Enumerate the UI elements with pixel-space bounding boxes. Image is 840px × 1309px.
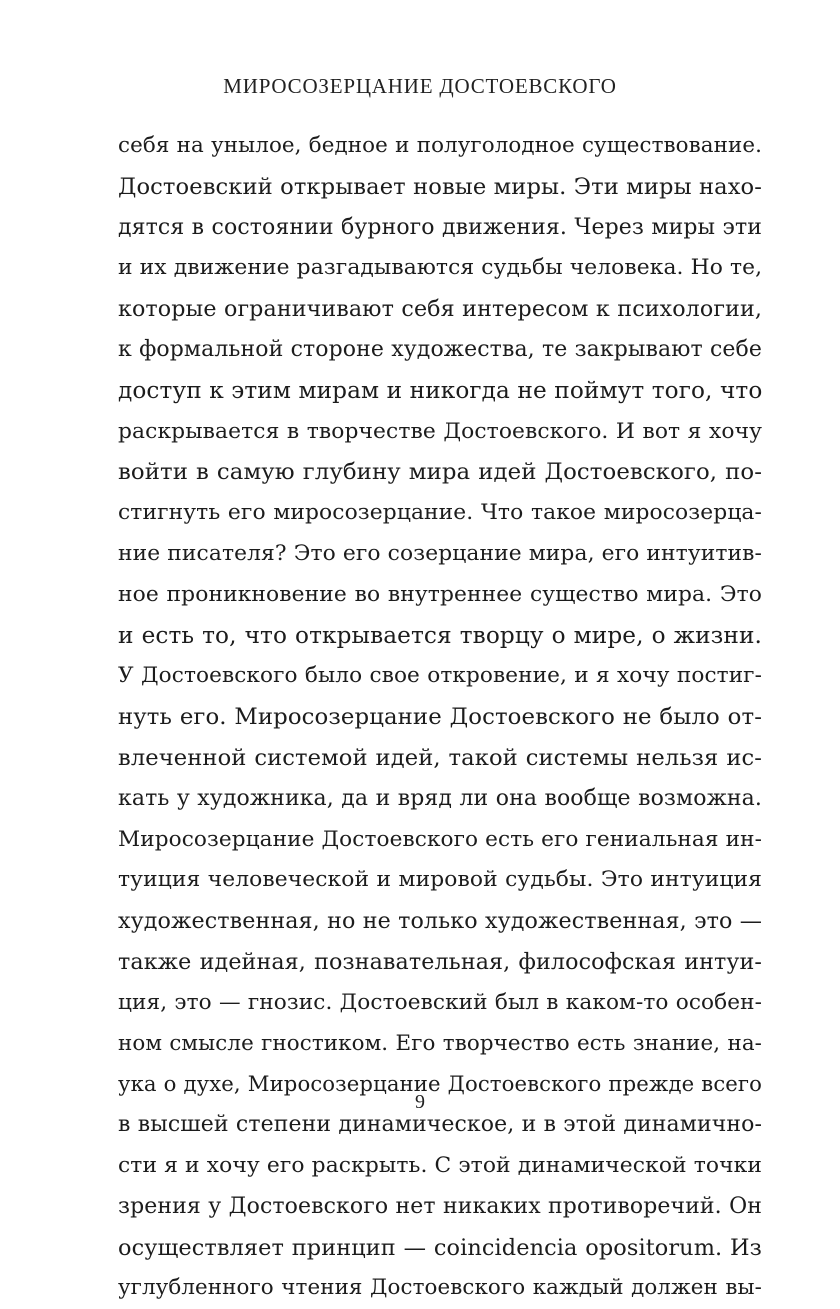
text-line: художественная, но не только художественная, это — bbox=[118, 908, 762, 935]
text-line: нуть его. Миросозерцание Достоевского не было от- bbox=[118, 704, 762, 731]
text-line: ция, это — гнозис. Достоевский был в каком-то особен- bbox=[118, 989, 762, 1015]
text-line: также идейная, познавательная, философская интуи- bbox=[118, 948, 762, 975]
text-line: влеченной системой идей, такой системы нельзя ис- bbox=[118, 744, 762, 771]
text-line: в высшей степени динамическое, и в этой динамично- bbox=[118, 1112, 762, 1138]
text-line: туиция человеческой и мировой судьбы. Это интуиция bbox=[118, 867, 762, 893]
text-line: осуществляет принцип — coincidencia opositorum. Из bbox=[118, 1234, 762, 1261]
text-line: доступ к этим мирам и никогда не поймут того, что bbox=[118, 376, 762, 404]
text-line: У Достоевского было свое откровение, и я хочу постиг- bbox=[118, 663, 762, 689]
page-number: 9 bbox=[415, 1091, 425, 1113]
text-line: ное проникновение во внутреннее существо мира. Это bbox=[118, 581, 762, 607]
text-line: раскрывается в творчестве Достоевского. И вот я хочу bbox=[118, 418, 762, 444]
text-line: к формальной стороне художества, те закрывают себе bbox=[118, 336, 762, 362]
text-line: дятся в состоянии бурного движения. Через миры эти bbox=[118, 214, 762, 240]
text-line: кать у художника, да и вряд ли она вообще возможна. bbox=[118, 785, 762, 811]
text-line: и есть то, что открывается творцу о мире, о жизни. bbox=[118, 621, 762, 649]
text-line: ном смысле гностиком. Его творчество есть знание, на- bbox=[118, 1030, 762, 1056]
body-text bbox=[118, 126, 762, 1309]
text-line: войти в самую глубину мира идей Достоевского, по- bbox=[118, 459, 762, 486]
text-line: сти я и хочу его раскрыть. С этой динамической точки bbox=[118, 1152, 762, 1178]
text-line: и их движение разгадываются судьбы человека. Но те, bbox=[118, 255, 762, 281]
text-line: ука о духе, Миросозерцание Достоевского прежде всего bbox=[118, 1071, 762, 1097]
text-line: ние писателя? Это его созерцание мира, его интуитив- bbox=[118, 540, 762, 566]
running-head: МИРОСОЗЕРЦАНИЕ ДОСТОЕВСКОГО bbox=[223, 74, 617, 98]
text-line: Миросозерцание Достоевского есть его гениальная ин- bbox=[118, 826, 762, 852]
text-line: зрения у Достоевского нет никаких противоречий. Он bbox=[118, 1193, 762, 1219]
text-line: Достоевский открывает новые миры. Эти миры нахо- bbox=[118, 173, 762, 200]
text-line: которые ограничивают себя интересом к психологии, bbox=[118, 296, 762, 323]
text-line: себя на унылое, бедное и полуголодное существование. bbox=[118, 133, 762, 158]
text-line: стигнуть его миросозерцание. Что такое миросозерца- bbox=[118, 500, 762, 526]
text-line: углубленного чтения Достоевского каждый должен вы- bbox=[118, 1275, 762, 1301]
